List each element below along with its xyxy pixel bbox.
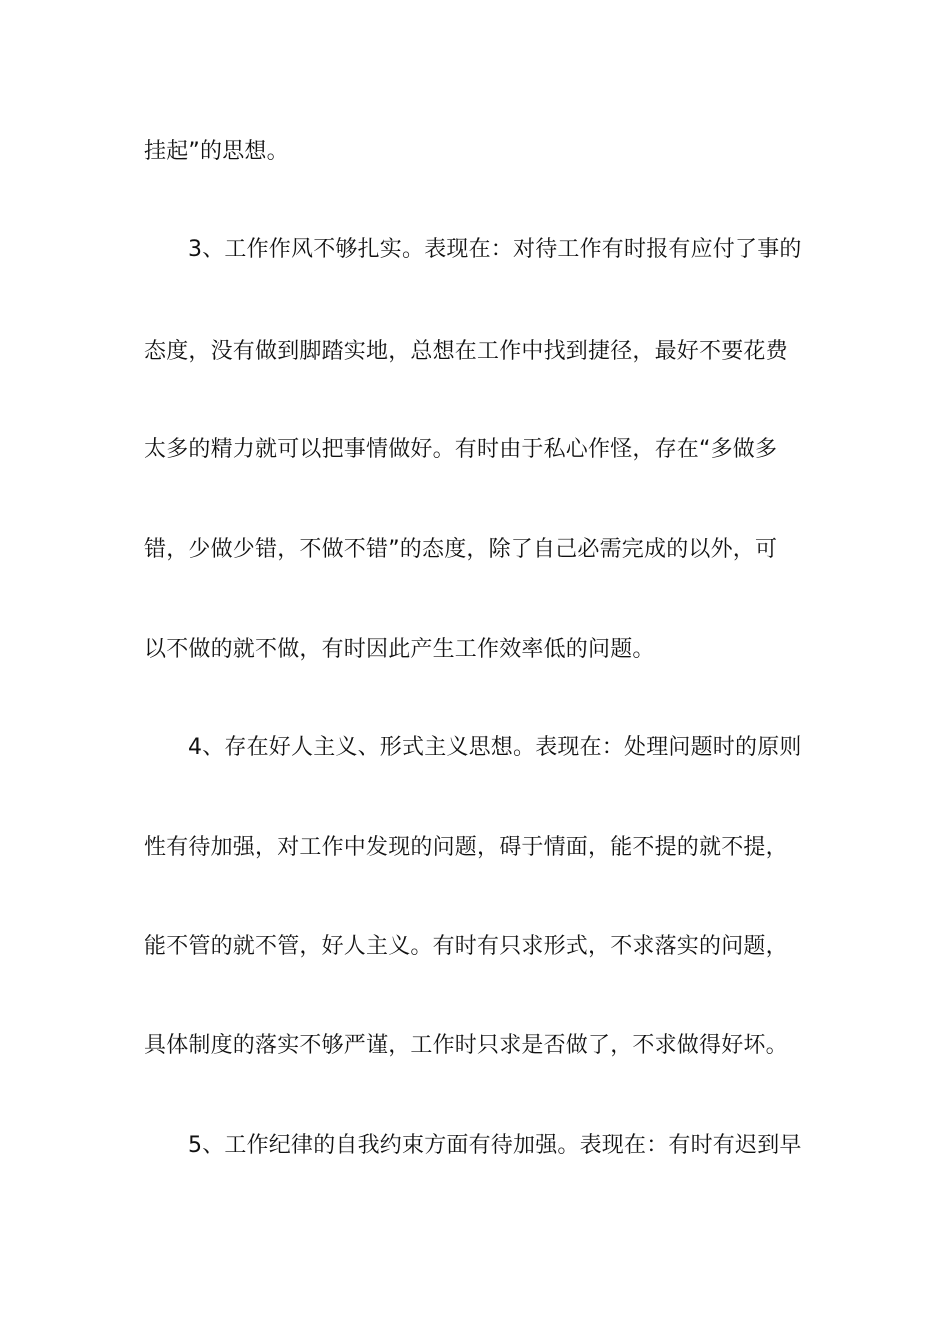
- text-line-6: 以不做的就不做，有时因此产生工作效率低的问题。: [144, 637, 655, 662]
- text-line-10: 具体制度的落实不够严谨，工作时只求是否做了，不求做得好坏。: [144, 1033, 788, 1058]
- text-line-2: 3、工作作风不够扎实。表现在：对待工作有时报有应付了事的: [188, 237, 802, 262]
- text-line-3: 态度，没有做到脚踏实地，总想在工作中找到捷径，最好不要花费: [144, 339, 788, 364]
- text-line-11: 5、工作纪律的自我约束方面有待加强。表现在：有时有迟到早: [188, 1133, 802, 1158]
- text-line-7: 4、存在好人主义、形式主义思想。表现在：处理问题时的原则: [188, 735, 802, 760]
- text-line-5: 错，少做少错，不做不错”的态度，除了自己必需完成的以外，可: [144, 537, 778, 562]
- text-line-9: 能不管的就不管，好人主义。有时有只求形式，不求落实的问题，: [144, 934, 788, 959]
- text-line-1: 挂起”的思想。: [144, 139, 289, 164]
- text-line-4: 太多的精力就可以把事情做好。有时由于私心作怪，存在“多做多: [144, 437, 778, 462]
- text-line-8: 性有待加强，对工作中发现的问题，碍于情面，能不提的就不提，: [144, 835, 788, 860]
